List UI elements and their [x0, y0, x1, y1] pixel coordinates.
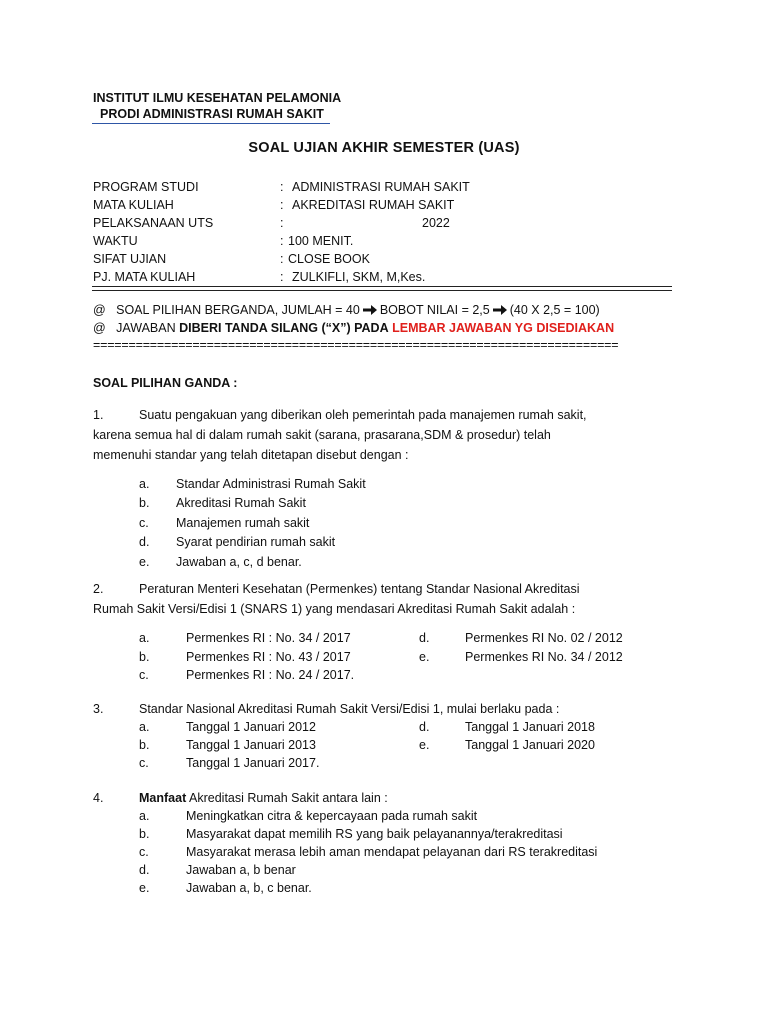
arrow-right-icon: [493, 305, 507, 315]
department-underline: [92, 123, 330, 124]
note-bullet: @: [93, 321, 106, 335]
note-answer-sheet: LEMBAR JAWABAN YG DISEDIAKAN: [392, 321, 615, 335]
question-number: 3.: [93, 702, 104, 716]
option-letter: c.: [139, 516, 149, 530]
option-letter: e.: [139, 555, 150, 569]
info-value-schedule: 2022: [422, 216, 450, 230]
option-text: Syarat pendirian rumah sakit: [176, 535, 336, 549]
option-text: Tanggal 1 Januari 2012: [186, 720, 316, 734]
option-text: Standar Administrasi Rumah Sakit: [176, 477, 366, 491]
option-letter: d.: [419, 631, 430, 645]
option-text: Tanggal 1 Januari 2013: [186, 738, 316, 752]
option-text: Jawaban a, b, c benar.: [186, 881, 312, 895]
question-text-line: Standar Nasional Akreditasi Rumah Sakit Versi/Edisi 1, mulai berlaku pada :: [139, 702, 560, 716]
option-text: Permenkes RI : No. 34 / 2017: [186, 631, 351, 645]
question-text-line: karena semua hal di dalam rumah sakit (sarana, prasarana,SDM & prosedur) telah: [93, 428, 551, 442]
question-text-line: memenuhi standar yang telah ditetapan disebut dengan :: [93, 448, 409, 462]
double-rule-top: [92, 286, 672, 287]
option-text: Permenkes RI : No. 43 / 2017: [186, 650, 351, 664]
option-text: Masyarakat merasa lebih aman mendapat pelayanan dari RS terakreditasi: [186, 845, 598, 859]
department-name: PRODI ADMINISTRASI RUMAH SAKIT: [100, 107, 324, 121]
option-letter: a.: [139, 477, 150, 491]
option-letter: c.: [139, 845, 149, 859]
option-letter: a.: [139, 809, 150, 823]
option-text: Permenkes RI : No. 24 / 2017.: [186, 668, 355, 682]
option-text: Permenkes RI No. 34 / 2012: [465, 650, 623, 664]
info-value-nature: CLOSE BOOK: [288, 252, 370, 266]
info-label-lecturer: PJ. MATA KULIAH: [93, 270, 196, 284]
option-letter: b.: [139, 650, 150, 664]
option-letter: a.: [139, 720, 150, 734]
double-rule-bottom: [92, 290, 672, 291]
note-scoring: [93, 303, 600, 319]
option-letter: c.: [139, 668, 149, 682]
option-letter: b.: [139, 496, 150, 510]
arrow-right-icon: [363, 305, 377, 315]
option-letter: d.: [419, 720, 430, 734]
info-sep-time: :: [280, 234, 284, 248]
option-text: Tanggal 1 Januari 2017.: [186, 756, 320, 770]
option-letter: d.: [139, 535, 150, 549]
option-text: Jawaban a, b benar: [186, 863, 296, 877]
exam-title: SOAL UJIAN AKHIR SEMESTER (UAS): [248, 140, 520, 156]
option-text: Manajemen rumah sakit: [176, 516, 310, 530]
info-label-program: PROGRAM STUDI: [93, 180, 199, 194]
info-label-time: WAKTU: [93, 234, 138, 248]
note-answer-instruction: [93, 321, 614, 337]
info-sep-nature: :: [280, 252, 284, 266]
info-label-course: MATA KULIAH: [93, 198, 174, 212]
option-text: Meningkatkan citra & kepercayaan pada rumah sakit: [186, 809, 478, 823]
section-title: SOAL PILIHAN GANDA :: [93, 376, 238, 390]
option-text: Jawaban a, c, d benar.: [176, 555, 302, 569]
question-text-line: Suatu pengakuan yang diberikan oleh pemerintah pada manajemen rumah sakit,: [139, 408, 587, 422]
info-value-lecturer: ZULKIFLI, SKM, M,Kes.: [292, 270, 426, 284]
institution-name: INSTITUT ILMU KESEHATAN PELAMONIA: [93, 91, 342, 105]
divider-line: ==========================================================================: [93, 338, 619, 352]
option-text: Masyarakat dapat memilih RS yang baik pelayanannya/terakreditasi: [186, 827, 563, 841]
note-weight: BOBOT NILAI = 2,5: [379, 303, 490, 317]
question-number: 2.: [93, 582, 104, 596]
question-keyword: Manfaat: [139, 791, 187, 805]
info-value-course: AKREDITASI RUMAH SAKIT: [292, 198, 455, 212]
option-letter: e.: [139, 881, 150, 895]
info-sep-lecturer: :: [280, 270, 284, 284]
info-sep-program: :: [280, 180, 284, 194]
option-text: Tanggal 1 Januari 2020: [465, 738, 595, 752]
info-label-schedule: PELAKSANAAN UTS: [93, 216, 214, 230]
option-letter: e.: [419, 650, 430, 664]
question-number: 4.: [93, 791, 104, 805]
question-text-rest: Akreditasi Rumah Sakit antara lain :: [186, 791, 388, 805]
info-value-time: 100 MENIT.: [288, 234, 354, 248]
option-letter: b.: [139, 738, 150, 752]
option-letter: b.: [139, 827, 150, 841]
question-text-line: Peraturan Menteri Kesehatan (Permenkes) tentang Standar Nasional Akreditasi: [139, 582, 580, 596]
option-letter: d.: [139, 863, 150, 877]
info-sep-course: :: [280, 198, 284, 212]
note-answer-word: JAWABAN: [116, 321, 180, 335]
question-number: 1.: [93, 408, 104, 422]
option-letter: c.: [139, 756, 149, 770]
info-sep-schedule: :: [280, 216, 284, 230]
question-text-line: Rumah Sakit Versi/Edisi 1 (SNARS 1) yang mendasari Akreditasi Rumah Sakit adalah :: [93, 602, 576, 616]
question-text-line: [139, 791, 388, 807]
option-text: Tanggal 1 Januari 2018: [465, 720, 595, 734]
info-value-program: ADMINISTRASI RUMAH SAKIT: [292, 180, 470, 194]
option-text: Akreditasi Rumah Sakit: [176, 496, 306, 510]
info-label-nature: SIFAT UJIAN: [93, 252, 167, 266]
option-letter: a.: [139, 631, 150, 645]
note-question-count: SOAL PILIHAN BERGANDA, JUMLAH = 40: [116, 303, 360, 317]
note-total: (40 X 2,5 = 100): [509, 303, 600, 317]
note-mark-instruction: DIBERI TANDA SILANG (“X”) PADA: [179, 321, 389, 335]
note-bullet: @: [93, 303, 106, 317]
option-letter: e.: [419, 738, 430, 752]
option-text: Permenkes RI No. 02 / 2012: [465, 631, 623, 645]
